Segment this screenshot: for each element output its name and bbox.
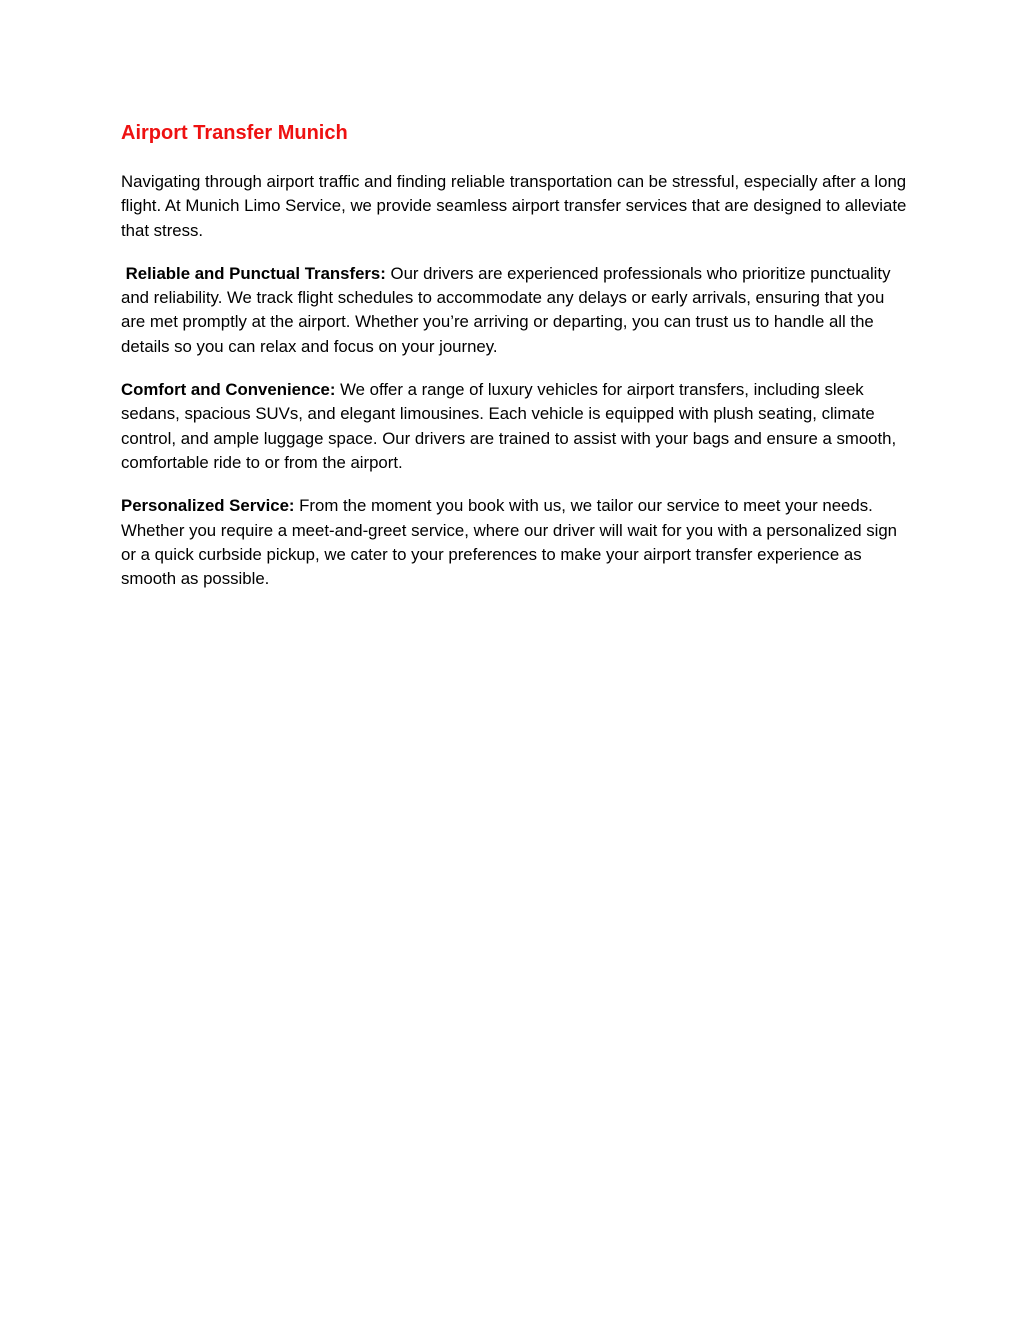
section-heading: Reliable and Punctual Transfers: [121, 263, 386, 283]
document-title: Airport Transfer Munich [121, 122, 348, 144]
section-heading: Comfort and Convenience: [121, 380, 336, 400]
section-body: Our drivers are experienced professionals who prioritize punctuality and reliability. We track flight schedules to accommodate any delays or early arrivals, ensuring that you are met promptly at the airport. Whether you’re arriving or departing, you can trust us to handle all the details so you can relax and focus on your journey. [121, 263, 896, 356]
section-reliable-transfers [121, 262, 911, 359]
section-body: We offer a range of luxury vehicles for airport transfers, including sleek sedans, spacious SUVs, and elegant limousines. Each vehicle is equipped with plush seating, climate control, and ample luggage space. Our drivers are trained to assist with your bags and ensure a smooth, comfortable ride to or from the airport. [121, 380, 897, 472]
section-personalized-service [121, 494, 911, 591]
section-comfort-convenience [121, 378, 911, 475]
intro-paragraph: Navigating through airport traffic and finding reliable transportation can be stressful, especially after a long flight. At Munich Limo Service, we provide seamless airport transfer services that are designed to alleviate that stress. [121, 172, 907, 240]
document-page [121, 118, 911, 610]
section-heading: Personalized Service: [121, 496, 295, 516]
section-body: From the moment you book with us, we tailor our service to meet your needs. Whether you require a meet-and-greet service, where our driver will wait for you with a personalized sign or a quick curbside pickup, we cater to your preferences to make your airport transfer experience as smooth as possible. [121, 496, 898, 589]
